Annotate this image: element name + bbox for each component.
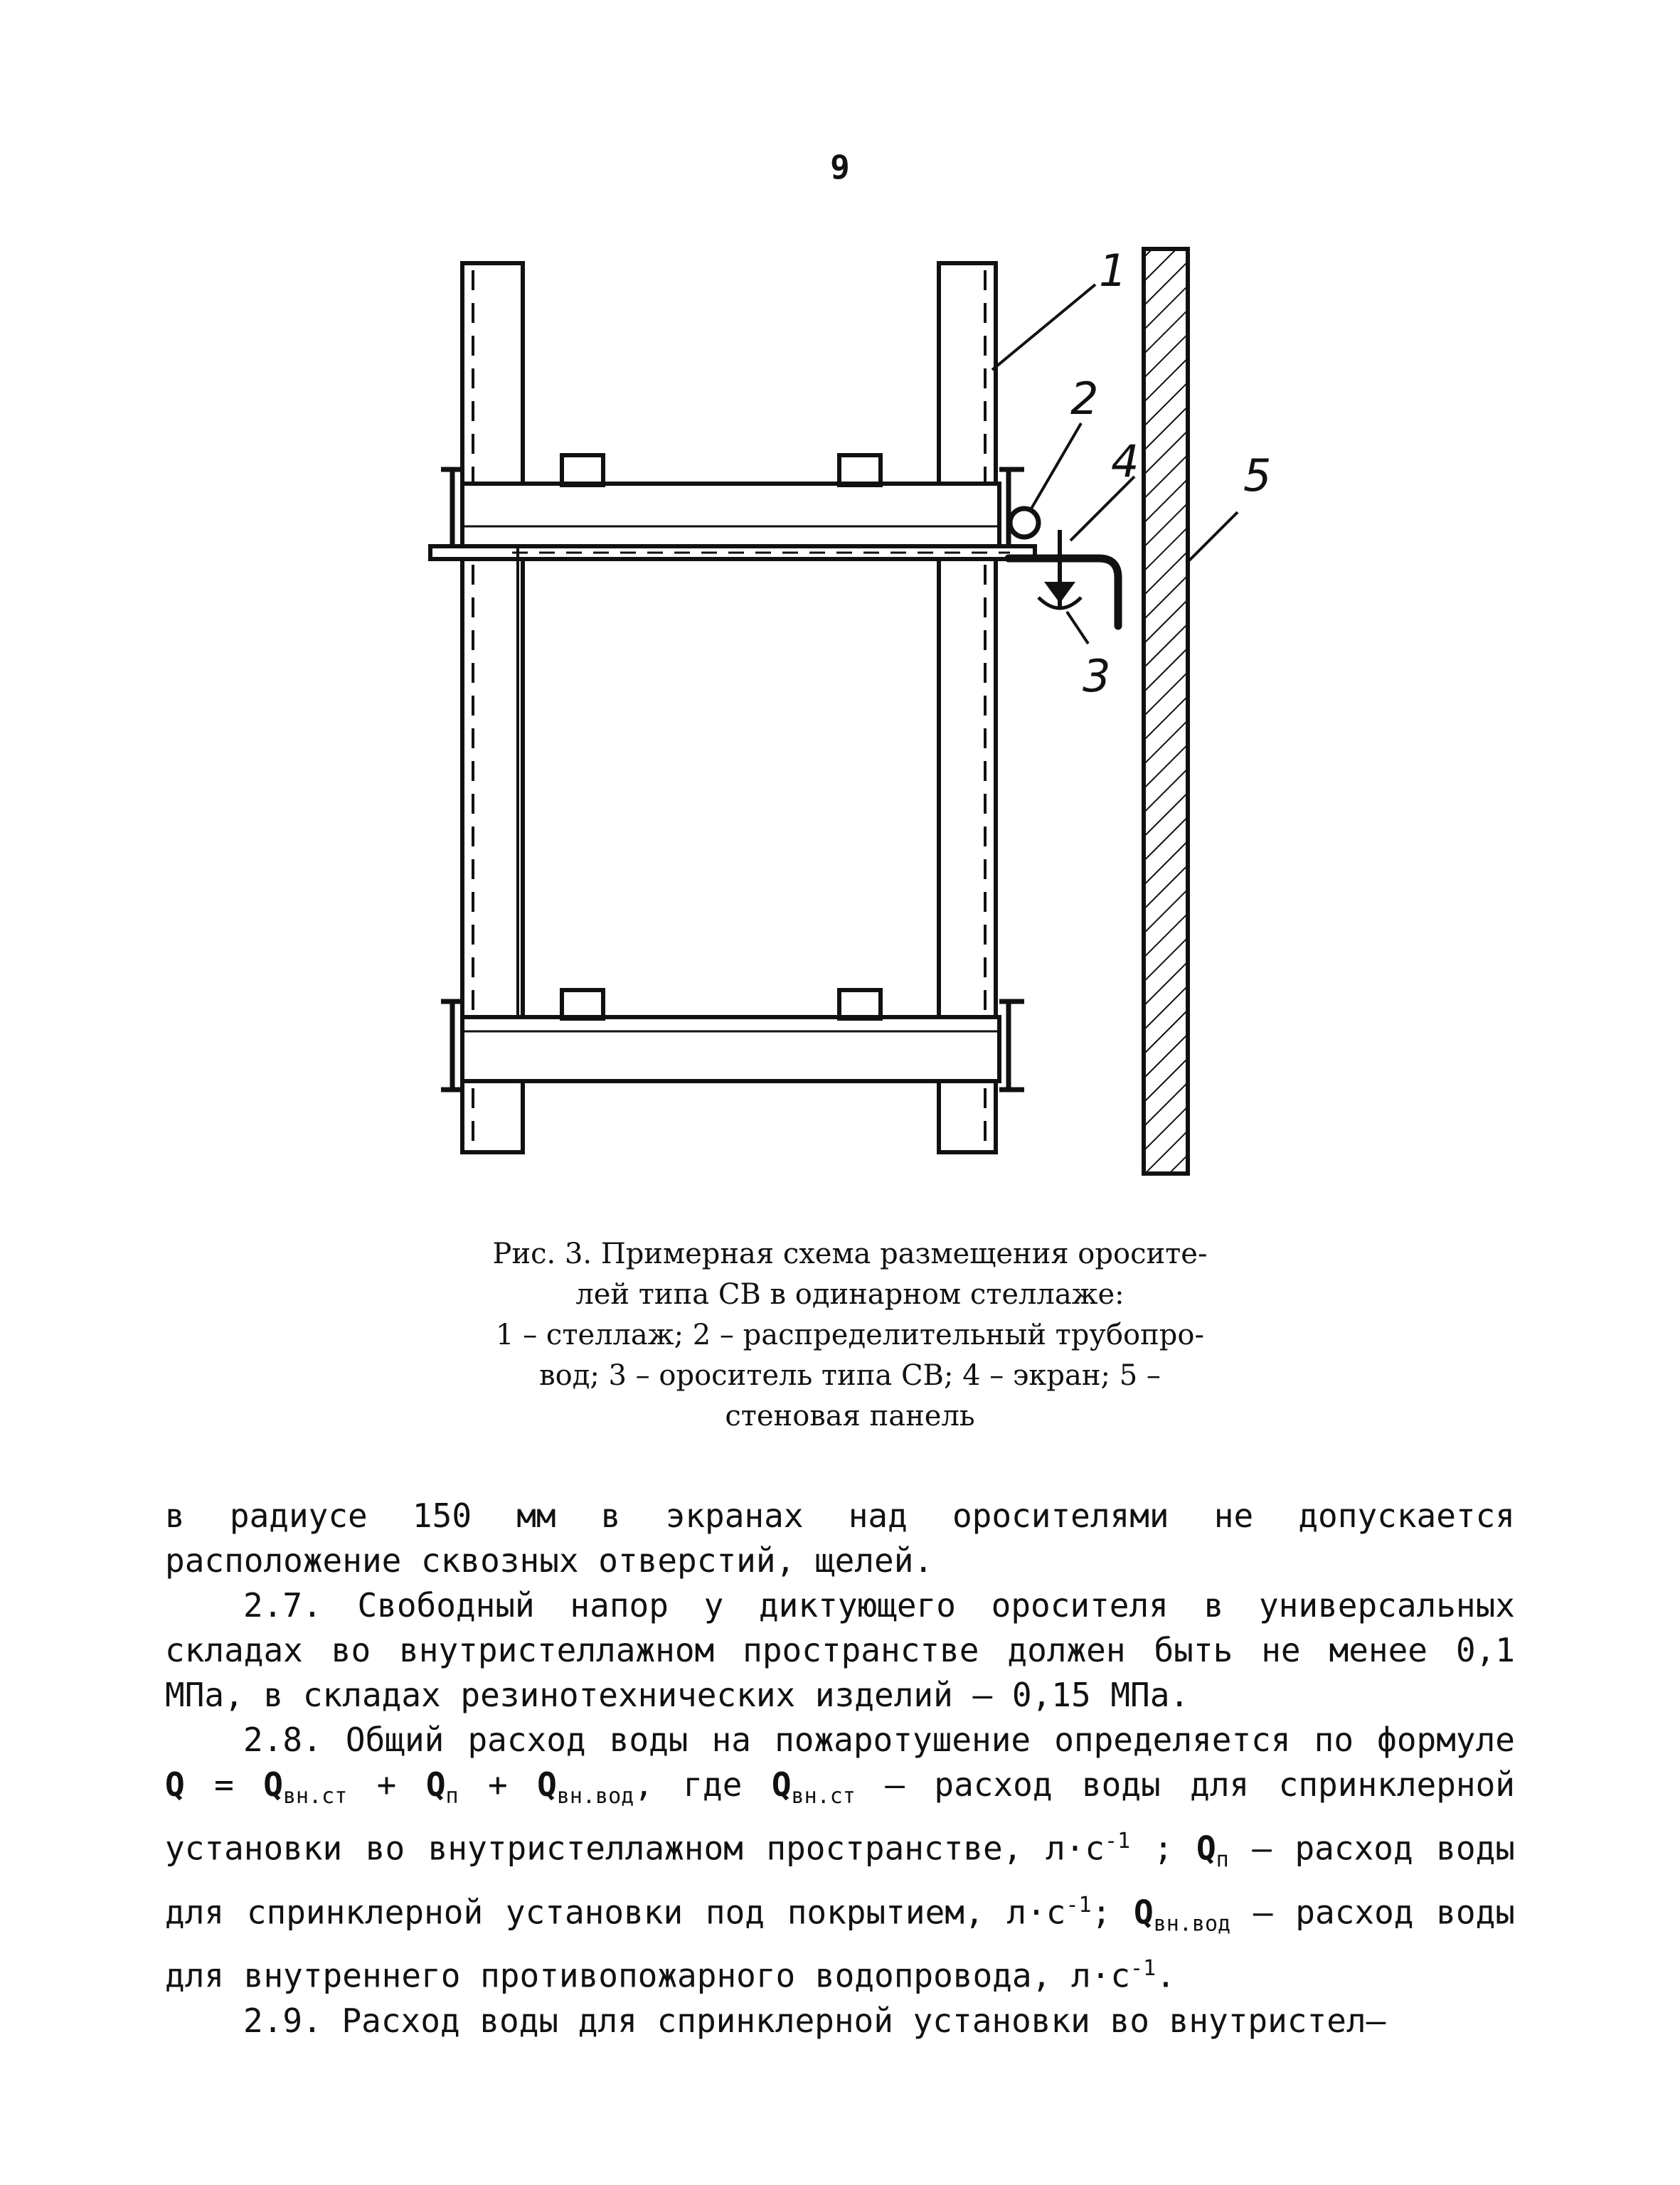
caption-line: лей типа СВ в одинарном стеллаже: [575,1278,1125,1311]
caption-line: 1 – стеллаж; 2 – распределительный трубопро- [496,1319,1204,1351]
caption-line: Рис. 3. Примерная схема размещения оросите- [492,1238,1208,1270]
body-text [165,1494,1515,2043]
paragraph-continuation: в радиусе 150 мм в экранах над оросителями не допускается расположение сквозных отверстий, щелей. [165,1496,1515,1580]
callout-1: 1 [1099,245,1127,297]
wall-panel [1144,249,1188,1174]
callout-5: 5 [1243,450,1272,501]
caption-line: стеновая панель [725,1400,975,1432]
screen-panel [430,546,1035,559]
figure-caption [398,1234,1302,1437]
callout-3: 3 [1083,650,1111,702]
paragraph-2-9: 2.9. Расход воды для спринклерной установки во внутристел– [243,2001,1386,2040]
callout-4: 4 [1111,435,1139,487]
paragraph-2-7: 2.7. Свободный напор у диктующего оросителя в универсальных складах во внутристеллажном пространстве должен быть не менее 0,1 МПа, в складах резинотехнических изделий – 0,15 МПа. [165,1586,1515,1714]
sprinkler [1038,530,1081,608]
callout-2: 2 [1070,373,1099,425]
caption-line: вод; 3 – ороситель типа СВ; 4 – экран; 5 – [539,1359,1161,1392]
page-number: 9 [830,148,850,186]
paragraph-2-8: 2.8. Общий расход воды на пожаротушение определяется по формуле $Q = Q_{вн.ст} + Q_п + Q_{вн.вод}$, где $Q_{вн.ст}$ – расход воды для спринклерной установки во внутристеллажном пространстве, $л\cdot с^{-1}$ ; $Q_п$ – расход воды для спринклерной установки под покрытием, $л\cdot с^{-1}$; $Q_{вн.вод}$ – расход воды для внутреннего противопожарного водопровода, $л\cdot с^{-1}$. [165,1721,1515,1995]
